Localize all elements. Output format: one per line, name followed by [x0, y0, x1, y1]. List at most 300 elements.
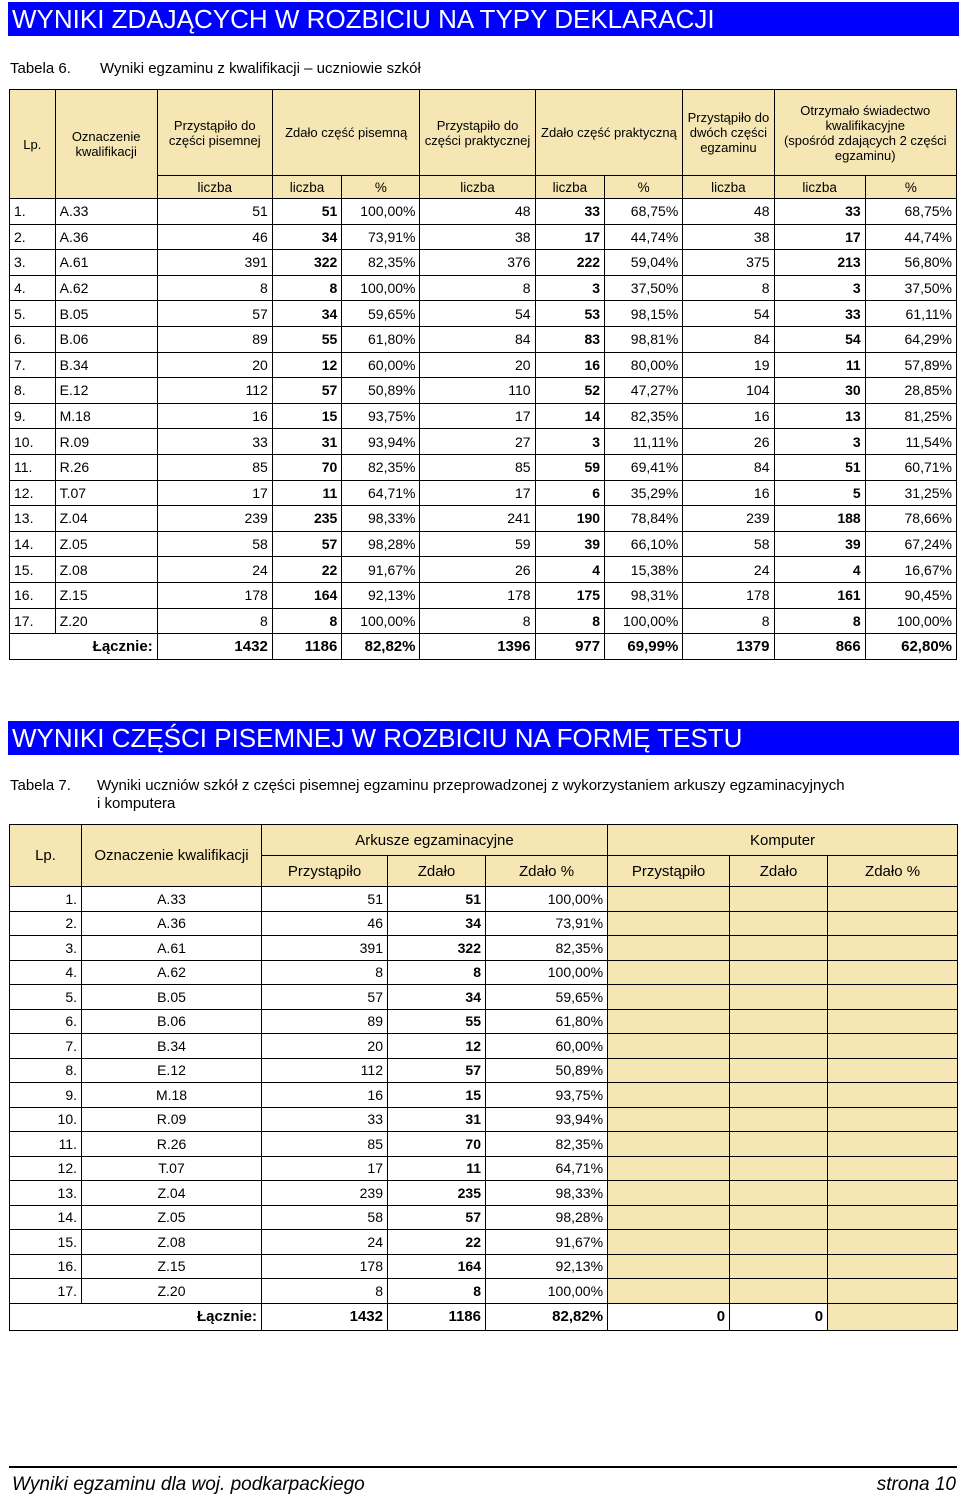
empty-cell — [608, 1230, 730, 1255]
header-arkusze: Arkusze egzaminacyjne — [262, 825, 608, 856]
total-cell: 1186 — [388, 1303, 486, 1330]
table-cell: 17 — [157, 480, 272, 506]
table-cell: 31,25% — [865, 480, 956, 506]
table-cell: Z.04 — [82, 1181, 262, 1206]
table-cell: 16 — [262, 1083, 388, 1108]
table-cell: 91,67% — [486, 1230, 608, 1255]
table-cell: Z.15 — [55, 582, 157, 608]
table-cell: Z.08 — [82, 1230, 262, 1255]
table-cell: 58 — [157, 531, 272, 557]
table-cell: 57,89% — [865, 352, 956, 378]
table-cell: 61,11% — [865, 301, 956, 327]
table-cell: 73,91% — [342, 224, 420, 250]
table-cell: 375 — [683, 250, 774, 276]
total-cell: 62,80% — [865, 634, 956, 660]
table-row — [10, 1132, 958, 1157]
table-cell: 239 — [157, 506, 272, 532]
table-cell: 20 — [420, 352, 535, 378]
table-cell: 15. — [10, 557, 56, 583]
table-cell: Z.20 — [55, 608, 157, 634]
table-cell: 82,35% — [486, 936, 608, 961]
table-cell: 56,80% — [865, 250, 956, 276]
total-cell: 1432 — [262, 1303, 388, 1330]
table-row — [10, 1083, 958, 1108]
table-cell: E.12 — [55, 378, 157, 404]
empty-cell — [828, 1132, 958, 1157]
table-cell: 10. — [10, 429, 56, 455]
table-cell: 30 — [774, 378, 865, 404]
table-row — [10, 352, 957, 378]
table-cell: 52 — [535, 378, 605, 404]
total-cell: 82,82% — [342, 634, 420, 660]
table-cell: 46 — [157, 224, 272, 250]
table-cell: M.18 — [82, 1083, 262, 1108]
table-cell: 84 — [420, 326, 535, 352]
table-cell: 98,28% — [342, 531, 420, 557]
table-cell: 13 — [774, 403, 865, 429]
empty-cell — [608, 960, 730, 985]
table-cell: 61,80% — [342, 326, 420, 352]
table-cell: 61,80% — [486, 1009, 608, 1034]
table-cell: 112 — [157, 378, 272, 404]
table-cell: 178 — [262, 1254, 388, 1279]
empty-cell — [730, 1058, 828, 1083]
table-cell: 4. — [10, 275, 56, 301]
table-row — [10, 531, 957, 557]
table-cell: A.61 — [55, 250, 157, 276]
table-cell: 15 — [388, 1083, 486, 1108]
table-cell: 8 — [272, 608, 342, 634]
table-cell: 190 — [535, 506, 605, 532]
empty-cell — [730, 911, 828, 936]
table-cell: 9. — [10, 1083, 82, 1108]
table-cell: 8 — [420, 275, 535, 301]
table-row — [10, 429, 957, 455]
table-cell: R.26 — [82, 1132, 262, 1157]
table-cell: 8 — [262, 1279, 388, 1304]
table-cell: 98,33% — [486, 1181, 608, 1206]
table-cell: 55 — [272, 326, 342, 352]
table-cell: 57 — [262, 985, 388, 1010]
table-cell: 3 — [535, 275, 605, 301]
header-lp: Lp. — [10, 825, 82, 887]
table-cell: 8 — [388, 960, 486, 985]
table-cell: 51 — [272, 199, 342, 225]
table-cell: 13. — [10, 506, 56, 532]
table-row — [10, 960, 958, 985]
header-oznaczenie: Oznaczenie kwalifikacji — [82, 825, 262, 887]
empty-cell — [828, 960, 958, 985]
table-row — [10, 1034, 958, 1059]
empty-cell — [608, 1107, 730, 1132]
table-row — [10, 608, 957, 634]
table-row — [10, 1254, 958, 1279]
table-cell: 15,38% — [605, 557, 683, 583]
table-cell: 69,41% — [605, 454, 683, 480]
table-cell: 12. — [10, 1156, 82, 1181]
table-cell: 16,67% — [865, 557, 956, 583]
empty-cell — [828, 1279, 958, 1304]
table-cell: 53 — [535, 301, 605, 327]
table-cell: 92,13% — [342, 582, 420, 608]
table6-total-row — [10, 634, 957, 660]
table-cell: 6. — [10, 326, 56, 352]
table-cell: 235 — [388, 1181, 486, 1206]
table-row — [10, 985, 958, 1010]
table-cell: 51 — [262, 887, 388, 912]
subheader-cell: Zdało — [730, 856, 828, 887]
table-cell: 16 — [683, 480, 774, 506]
empty-cell — [828, 1181, 958, 1206]
table-cell: 241 — [420, 506, 535, 532]
total-cell: 69,99% — [605, 634, 683, 660]
total-cell: 866 — [774, 634, 865, 660]
table-cell: 5 — [774, 480, 865, 506]
table-cell: B.34 — [55, 352, 157, 378]
table-row — [10, 326, 957, 352]
table-cell: 13. — [10, 1181, 82, 1206]
table-cell: 8. — [10, 378, 56, 404]
subheader-cell: Zdało % — [486, 856, 608, 887]
table-cell: 322 — [388, 936, 486, 961]
empty-cell — [730, 1230, 828, 1255]
subheader-cell: liczba — [535, 176, 605, 199]
table-cell: 8 — [262, 960, 388, 985]
table-cell: 57 — [272, 531, 342, 557]
empty-cell — [608, 1279, 730, 1304]
table-row — [10, 454, 957, 480]
page-number: strona 10 — [876, 1474, 956, 1495]
table-cell: 84 — [683, 326, 774, 352]
table-cell: 78,66% — [865, 506, 956, 532]
table-row — [10, 1009, 958, 1034]
table7-total-row — [10, 1303, 958, 1330]
table-cell: 80,00% — [605, 352, 683, 378]
table-cell: 34 — [388, 911, 486, 936]
table-row — [10, 199, 957, 225]
table-cell: 100,00% — [486, 960, 608, 985]
table-cell: 1. — [10, 887, 82, 912]
table-cell: 2. — [10, 224, 56, 250]
table-cell: 14. — [10, 1205, 82, 1230]
table-cell: 38 — [683, 224, 774, 250]
table-cell: 161 — [774, 582, 865, 608]
table-cell: 100,00% — [342, 608, 420, 634]
empty-cell — [730, 1254, 828, 1279]
empty-cell — [730, 985, 828, 1010]
table-cell: 178 — [420, 582, 535, 608]
table-cell: 55 — [388, 1009, 486, 1034]
empty-cell — [608, 1009, 730, 1034]
table-cell: 98,33% — [342, 506, 420, 532]
empty-cell — [730, 1009, 828, 1034]
table-cell: 10. — [10, 1107, 82, 1132]
table-cell: 239 — [683, 506, 774, 532]
table-cell: B.06 — [82, 1009, 262, 1034]
empty-cell — [730, 1181, 828, 1206]
table-cell: 22 — [272, 557, 342, 583]
table-cell: 8 — [683, 608, 774, 634]
table-cell: 73,91% — [486, 911, 608, 936]
table-cell: 110 — [420, 378, 535, 404]
empty-cell — [828, 1303, 958, 1330]
empty-cell — [608, 1132, 730, 1157]
table-cell: 112 — [262, 1058, 388, 1083]
table-cell: A.36 — [55, 224, 157, 250]
table-cell: 17. — [10, 608, 56, 634]
table-cell: 90,45% — [865, 582, 956, 608]
table-cell: 48 — [683, 199, 774, 225]
table-cell: 17 — [262, 1156, 388, 1181]
table-cell: 59 — [535, 454, 605, 480]
subheader-cell: liczba — [683, 176, 774, 199]
table-cell: 64,71% — [486, 1156, 608, 1181]
table-cell: 8 — [272, 275, 342, 301]
table-cell: 51 — [157, 199, 272, 225]
total-cell: 1396 — [420, 634, 535, 660]
table-cell: 24 — [683, 557, 774, 583]
table7-caption — [10, 777, 955, 817]
table-cell: 58 — [262, 1205, 388, 1230]
table-cell: 376 — [420, 250, 535, 276]
table-cell: Z.08 — [55, 557, 157, 583]
table-6 — [9, 89, 957, 660]
table-cell: 92,13% — [486, 1254, 608, 1279]
empty-cell — [828, 1034, 958, 1059]
footer-divider — [9, 1466, 957, 1468]
table-row — [10, 936, 958, 961]
table-cell: 8 — [157, 608, 272, 634]
table-cell: 104 — [683, 378, 774, 404]
table-cell: 222 — [535, 250, 605, 276]
table-cell: 93,75% — [486, 1083, 608, 1108]
empty-cell — [730, 1034, 828, 1059]
table-cell: 8 — [683, 275, 774, 301]
table-cell: 178 — [683, 582, 774, 608]
table-cell: 34 — [388, 985, 486, 1010]
table-cell: 2. — [10, 911, 82, 936]
table-cell: 51 — [774, 454, 865, 480]
table-cell: A.61 — [82, 936, 262, 961]
table-cell: 64,71% — [342, 480, 420, 506]
subheader-cell: % — [865, 176, 956, 199]
table-cell: B.34 — [82, 1034, 262, 1059]
header-przystapilo-dwoch: Przystąpiło do dwóch części egzaminu — [683, 90, 774, 176]
table-cell: 12. — [10, 480, 56, 506]
table-row — [10, 1107, 958, 1132]
table-cell: 17 — [535, 224, 605, 250]
table-cell: R.26 — [55, 454, 157, 480]
empty-cell — [608, 1205, 730, 1230]
table-cell: 93,75% — [342, 403, 420, 429]
empty-cell — [730, 1132, 828, 1157]
empty-cell — [608, 936, 730, 961]
table-cell: 51 — [388, 887, 486, 912]
header-oznaczenie: Oznaczenie kwalifikacji — [55, 90, 157, 199]
table-cell: 6 — [535, 480, 605, 506]
table-cell: 5. — [10, 985, 82, 1010]
subheader-cell: liczba — [774, 176, 865, 199]
table-cell: 85 — [420, 454, 535, 480]
section-title-declarations: WYNIKI ZDAJĄCYCH W ROZBICIU NA TYPY DEKLARACJI — [8, 2, 959, 36]
table-cell: 33 — [774, 199, 865, 225]
table-cell: 15 — [272, 403, 342, 429]
table-row — [10, 1279, 958, 1304]
table-cell: R.09 — [55, 429, 157, 455]
subheader-cell: liczba — [157, 176, 272, 199]
table-cell: 82,35% — [342, 250, 420, 276]
table-cell: 15. — [10, 1230, 82, 1255]
table-cell: 3 — [774, 429, 865, 455]
table-cell: 12 — [388, 1034, 486, 1059]
total-label: Łącznie: — [10, 634, 158, 660]
table-cell: 98,28% — [486, 1205, 608, 1230]
table-cell: 8 — [157, 275, 272, 301]
table-cell: 68,75% — [865, 199, 956, 225]
table-cell: 54 — [683, 301, 774, 327]
empty-cell — [608, 911, 730, 936]
empty-cell — [828, 911, 958, 936]
empty-cell — [828, 1156, 958, 1181]
table-cell: A.62 — [82, 960, 262, 985]
table-cell: 82,35% — [486, 1132, 608, 1157]
table-cell: M.18 — [55, 403, 157, 429]
table-cell: 11,54% — [865, 429, 956, 455]
table-cell: 44,74% — [865, 224, 956, 250]
header-zdalo-praktyczna: Zdało część praktyczną — [535, 90, 683, 176]
table-row — [10, 506, 957, 532]
table-cell: 1. — [10, 199, 56, 225]
header-przystapilo-praktycznej: Przystąpiło do części praktycznej — [420, 90, 535, 176]
subheader-cell: Przystąpiło — [262, 856, 388, 887]
empty-cell — [608, 1034, 730, 1059]
header-lp: Lp. — [10, 90, 56, 199]
table-cell: 16 — [535, 352, 605, 378]
table-cell: E.12 — [82, 1058, 262, 1083]
table-cell: 98,81% — [605, 326, 683, 352]
empty-cell — [608, 1083, 730, 1108]
table-cell: 239 — [262, 1181, 388, 1206]
table-row — [10, 480, 957, 506]
table-cell: 34 — [272, 301, 342, 327]
table-cell: 4 — [535, 557, 605, 583]
header-otrzymalo-note: (spośród zdających 2 części egzaminu) — [783, 132, 947, 163]
table-cell: 59,04% — [605, 250, 683, 276]
empty-cell — [828, 887, 958, 912]
table-cell: 9. — [10, 403, 56, 429]
table-cell: 93,94% — [342, 429, 420, 455]
table-cell: B.05 — [82, 985, 262, 1010]
table-cell: 391 — [157, 250, 272, 276]
table-row — [10, 403, 957, 429]
empty-cell — [608, 985, 730, 1010]
table-cell: B.05 — [55, 301, 157, 327]
table-cell: 68,75% — [605, 199, 683, 225]
table-cell: 14 — [535, 403, 605, 429]
empty-cell — [608, 1156, 730, 1181]
table-cell: 82,35% — [605, 403, 683, 429]
empty-cell — [730, 1156, 828, 1181]
table-cell: 3. — [10, 250, 56, 276]
table-cell: 16. — [10, 582, 56, 608]
table-cell: 54 — [420, 301, 535, 327]
table-cell: B.06 — [55, 326, 157, 352]
table-cell: 19 — [683, 352, 774, 378]
table-cell: 8. — [10, 1058, 82, 1083]
table-cell: Z.20 — [82, 1279, 262, 1304]
table-cell: 164 — [388, 1254, 486, 1279]
table-cell: Z.15 — [82, 1254, 262, 1279]
table-cell: 27 — [420, 429, 535, 455]
table-cell: 85 — [157, 454, 272, 480]
table-cell: 39 — [535, 531, 605, 557]
total-cell: 977 — [535, 634, 605, 660]
table-cell: 66,10% — [605, 531, 683, 557]
table-cell: 8 — [774, 608, 865, 634]
table7-header-row — [10, 825, 958, 856]
table-cell: R.09 — [82, 1107, 262, 1132]
table-cell: 391 — [262, 936, 388, 961]
empty-cell — [608, 1058, 730, 1083]
table-cell: 17 — [420, 403, 535, 429]
table-cell: 81,25% — [865, 403, 956, 429]
table-cell: 16 — [683, 403, 774, 429]
table-cell: 33 — [535, 199, 605, 225]
table-cell: 8 — [388, 1279, 486, 1304]
table-cell: 59 — [420, 531, 535, 557]
table-cell: 98,31% — [605, 582, 683, 608]
subheader-cell: liczba — [272, 176, 342, 199]
table-row — [10, 1205, 958, 1230]
table-cell: 100,00% — [605, 608, 683, 634]
table-cell: A.33 — [55, 199, 157, 225]
table-cell: 100,00% — [342, 275, 420, 301]
table-cell: 17. — [10, 1279, 82, 1304]
table-cell: 91,67% — [342, 557, 420, 583]
table-cell: 24 — [157, 557, 272, 583]
table-cell: 50,89% — [342, 378, 420, 404]
table-cell: 98,15% — [605, 301, 683, 327]
table-cell: 178 — [157, 582, 272, 608]
total-cell: 0 — [730, 1303, 828, 1330]
table-cell: 34 — [272, 224, 342, 250]
table-row — [10, 1058, 958, 1083]
table7-title-line2: i komputera — [97, 795, 176, 812]
table-row — [10, 250, 957, 276]
table-row — [10, 1230, 958, 1255]
table-cell: 100,00% — [865, 608, 956, 634]
footer-title: Wyniki egzaminu dla woj. podkarpackiego — [12, 1474, 365, 1495]
header-zdalo-pisemna: Zdało część pisemną — [272, 90, 420, 176]
table-cell: 6. — [10, 1009, 82, 1034]
table7-number: Tabela 7. — [10, 777, 71, 794]
table-cell: 35,29% — [605, 480, 683, 506]
table-cell: 188 — [774, 506, 865, 532]
total-cell: 1186 — [272, 634, 342, 660]
table-cell: 20 — [262, 1034, 388, 1059]
table-cell: 17 — [774, 224, 865, 250]
table-cell: 33 — [774, 301, 865, 327]
table-cell: 57 — [388, 1205, 486, 1230]
empty-cell — [730, 1083, 828, 1108]
empty-cell — [828, 1009, 958, 1034]
table-cell: 57 — [157, 301, 272, 327]
table-cell: A.62 — [55, 275, 157, 301]
table-row — [10, 1181, 958, 1206]
table-cell: 57 — [272, 378, 342, 404]
table-row — [10, 911, 958, 936]
table-cell: 22 — [388, 1230, 486, 1255]
